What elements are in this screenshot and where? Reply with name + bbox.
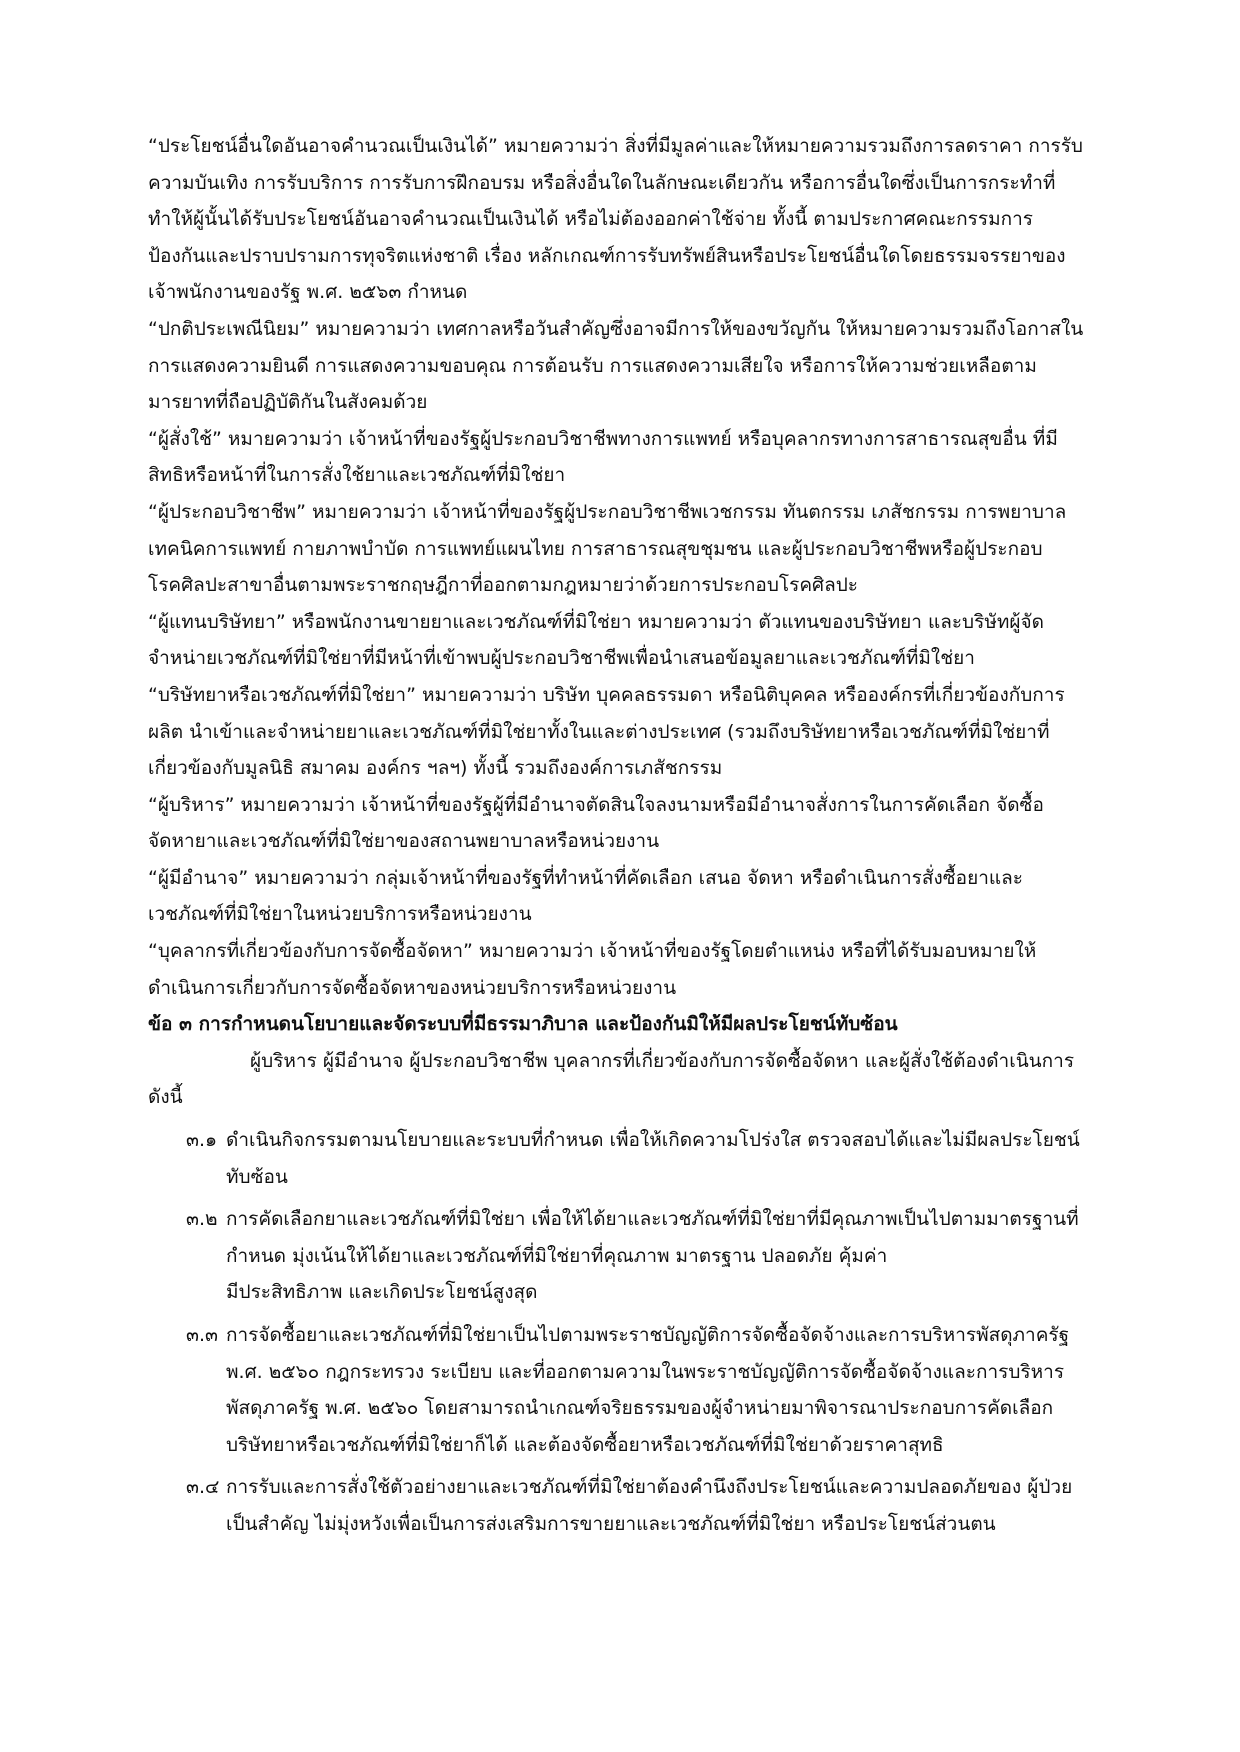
definition-paragraph [148, 933, 1148, 1006]
text-line: “ผู้มีอำนาจ” หมายความว่า กลุ่มเจ้าหน้าที่ของรัฐที่ทำหน้าที่คัดเลือก เสนอ จัดหา หรือดำเนินการสั่งซื้อยาและ [148, 866, 1023, 889]
definition-paragraph [148, 311, 1148, 421]
text-line: สิทธิหรือหน้าที่ในการสั่งใช้ยาและเวชภัณฑ์ที่มิใช่ยา [148, 464, 566, 487]
text-line: พ.ศ. ๒๕๖๐ กฎกระทรวง ระเบียบ และที่ออกตามความในพระราชบัญญัติการจัดซื้อจัดจ้างและการบริหาร [226, 1360, 1065, 1383]
text-line: บริษัทยาหรือเวชภัณฑ์ที่มิใช่ยาก็ได้ และต้องจัดซื้อยาหรือเวชภัณฑ์ที่มิใช่ยาด้วยราคาสุทธิ [226, 1433, 944, 1456]
text-line: “ผู้แทนบริษัทยา” หรือพนักงานขายยาและเวชภัณฑ์ที่มิใช่ยา หมายความว่า ตัวแทนของบริษัทยา และบริษัทผู้จัด [148, 610, 1044, 633]
text-line: การแสดงความยินดี การแสดงความขอบคุณ การต้อนรับ การแสดงความเสียใจ หรือการให้ความช่วยเหลือตาม [148, 354, 1037, 377]
text-line: “ประโยชน์อื่นใดอันอาจคำนวณเป็นเงินได้” หมายความว่า สิ่งที่มีมูลค่าและให้หมายความรวมถึงการลดราคา การรับ [148, 135, 1083, 157]
list-item [148, 1469, 1148, 1542]
text-line: จัดหายาและเวชภัณฑ์ที่มิใช่ยาของสถานพยาบาลหรือหน่วยงาน [148, 830, 660, 853]
document-body [148, 128, 1148, 1543]
text-line: มีประสิทธิภาพ และเกิดประโยชน์สูงสุด [226, 1281, 538, 1304]
text-line: มารยาทที่ถือปฏิบัติกันในสังคมด้วย [148, 391, 428, 414]
item-number: ๓.๔ [186, 1476, 220, 1499]
text-line: จำหน่ายเวชภัณฑ์ที่มิใช่ยาที่มีหน้าที่เข้าพบผู้ประกอบวิชาชีพเพื่อนำเสนอข้อมูลยาและเวชภัณฑ์ที่มิใช่ยา [148, 647, 975, 670]
text-line: “ผู้ประกอบวิชาชีพ” หมายความว่า เจ้าหน้าที่ของรัฐผู้ประกอบวิชาชีพเวชกรรม ทันตกรรม เภสัชกรรม การพยาบาล [148, 500, 1067, 523]
item-number: ๓.๓ [186, 1324, 219, 1346]
text-line: เวชภัณฑ์ที่มิใช่ยาในหน่วยบริการหรือหน่วยงาน [148, 903, 532, 926]
text-line: “ปกติประเพณีนิยม” หมายความว่า เทศกาลหรือวันสำคัญซึ่งอาจมีการให้ของขวัญกัน ให้หมายความรวมถึงโอกาสใน [148, 317, 1084, 340]
definition-paragraph [148, 128, 1148, 311]
text-line: “บุคลากรที่เกี่ยวข้องกับการจัดซื้อจัดหา” หมายความว่า เจ้าหน้าที่ของรัฐโดยตำแหน่ง หรือที่ได้รับมอบหมายให้ [148, 940, 1037, 963]
text-line: ผลิต นำเข้าและจำหน่ายยาและเวชภัณฑ์ที่มิใช่ยาทั้งในและต่างประเทศ (รวมถึงบริษัทยาหรือเวชภัณฑ์ที่มิใช่ยาที่ [148, 720, 1050, 743]
text-line: กำหนด มุ่งเน้นให้ได้ยาและเวชภัณฑ์ที่มิใช่ยาที่คุณภาพ มาตรฐาน ปลอดภัย คุ้มค่า [226, 1244, 888, 1267]
text-line: การคัดเลือกยาและเวชภัณฑ์ที่มิใช่ยา เพื่อให้ได้ยาและเวชภัณฑ์ที่มิใช่ยาที่มีคุณภาพเป็นไปตามมาตรฐานที่ [226, 1208, 1079, 1231]
definition-paragraph [148, 677, 1148, 787]
text-line: เป็นสำคัญ ไม่มุ่งหวังเพื่อเป็นการส่งเสริมการขายยาและเวชภัณฑ์ที่มิใช่ยา หรือประโยชน์ส่วนตน [226, 1512, 996, 1535]
list-item [148, 1201, 1148, 1311]
section-intro [148, 1043, 1148, 1116]
text-line: พัสดุภาครัฐ พ.ศ. ๒๕๖๐ โดยสามารถนำเกณฑ์จริยธรรมของผู้จำหน่ายมาพิจารณาประกอบการคัดเลือก [226, 1397, 1054, 1420]
text-line: ดำเนินการเกี่ยวกับการจัดซื้อจัดหาของหน่วยบริการหรือหน่วยงาน [148, 976, 677, 999]
text-line: เกี่ยวข้องกับมูลนิธิ สมาคม องค์กร ฯลฯ) ทั้งนี้ รวมถึงองค์การเภสัชกรรม [148, 757, 723, 780]
definition-paragraph [148, 494, 1148, 604]
text-line: ดำเนินกิจกรรมตามนโยบายและระบบที่กำหนด เพื่อให้เกิดความโปร่งใส ตรวจสอบได้และไม่มีผลประโยชน์ [226, 1129, 1080, 1152]
definition-paragraph [148, 421, 1148, 494]
list-item [148, 1122, 1148, 1195]
text-line: “บริษัทยาหรือเวชภัณฑ์ที่มิใช่ยา” หมายความว่า บริษัท บุคคลธรรมดา หรือนิติบุคคล หรือองค์กรที่เกี่ยวข้องกับการ [148, 683, 1065, 706]
section-heading: ข้อ ๓ การกำหนดนโยบายและจัดระบบที่มีธรรมาภิบาล และป้องกันมิให้มีผลประโยชน์ทับซ้อน [148, 1013, 898, 1036]
text-line: “ผู้บริหาร” หมายความว่า เจ้าหน้าที่ของรัฐผู้ที่มีอำนาจตัดสินใจลงนามหรือมีอำนาจสั่งการในการคัดเลือก จัดซื้อ [148, 793, 1044, 816]
list-item [148, 1317, 1148, 1463]
definition-paragraph [148, 787, 1148, 860]
text-line: ดังนี้ [148, 1086, 183, 1109]
text-line: ป้องกันและปราบปรามการทุจริตแห่งชาติ เรื่อง หลักเกณฑ์การรับทรัพย์สินหรือประโยชน์อื่นใดโดยธรรมจรรยาของ [148, 244, 1066, 267]
text-line: การรับและการสั่งใช้ตัวอย่างยาและเวชภัณฑ์ที่มิใช่ยาต้องคำนึงถึงประโยชน์และความปลอดภัยของ ผู้ป่วย [226, 1476, 1073, 1499]
definition-paragraph [148, 860, 1148, 933]
item-number: ๓.๑ [186, 1129, 218, 1152]
item-number: ๓.๒ [186, 1208, 218, 1231]
text-line: ความบันเทิง การรับบริการ การรับการฝึกอบรม หรือสิ่งอื่นใดในลักษณะเดียวกัน หรือการอื่นใดซึ่งเป็นการกระทำที่ [148, 171, 1056, 194]
text-line: ทำให้ผู้นั้นได้รับประโยชน์อันอาจคำนวณเป็นเงินได้ หรือไม่ต้องออกค่าใช้จ่าย ทั้งนี้ ตามประกาศคณะกรรมการ [148, 208, 1033, 231]
text-line: ทับซ้อน [226, 1165, 288, 1188]
text-line: เจ้าพนักงานของรัฐ พ.ศ. ๒๕๖๓ กำหนด [148, 281, 468, 304]
text-line: “ผู้สั่งใช้” หมายความว่า เจ้าหน้าที่ของรัฐผู้ประกอบวิชาชีพทางการแพทย์ หรือบุคลากรทางการสาธารณสุขอื่น ที่มี [148, 427, 1058, 450]
definition-paragraph [148, 604, 1148, 677]
text-line: เทคนิคการแพทย์ กายภาพบำบัด การแพทย์แผนไทย การสาธารณสุขชุมชน และผู้ประกอบวิชาชีพหรือผู้ประกอบ [148, 537, 1043, 560]
text-line: ผู้บริหาร ผู้มีอำนาจ ผู้ประกอบวิชาชีพ บุคลากรที่เกี่ยวข้องกับการจัดซื้อจัดหา และผู้สั่งใช้ต้องดำเนินการ [250, 1049, 1075, 1072]
text-line: โรคศิลปะสาขาอื่นตามพระราชกฤษฎีกาที่ออกตามกฎหมายว่าด้วยการประกอบโรคศิลปะ [148, 574, 858, 597]
text-line: การจัดซื้อยาและเวชภัณฑ์ที่มิใช่ยาเป็นไปตามพระราชบัญญัติการจัดซื้อจัดจ้างและการบริหารพัสดุภาครัฐ [226, 1324, 1070, 1346]
